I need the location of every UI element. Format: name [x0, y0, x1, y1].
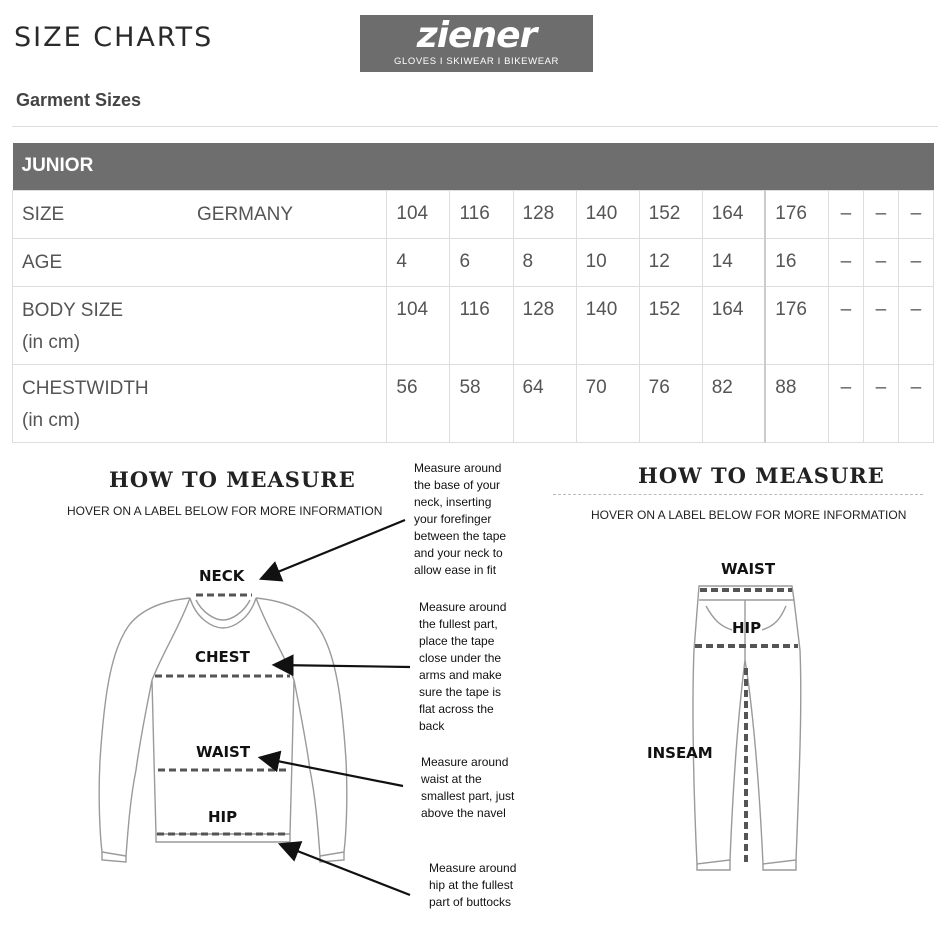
note-chest	[419, 599, 506, 735]
label-pants-inseam[interactable]: INSEAM	[647, 744, 713, 762]
table-cell: 152	[639, 190, 702, 238]
note-line: between the tape	[414, 529, 507, 543]
table-cell: 128	[513, 286, 576, 364]
note-line: neck, inserting	[414, 495, 492, 509]
table-cell: 152	[639, 286, 702, 364]
row-label: SIZE	[22, 203, 65, 225]
table-cell: –	[863, 190, 898, 238]
note-line: and your neck to	[414, 546, 503, 560]
row-sublabel-unit: (in cm)	[22, 409, 81, 431]
table-cell: 88	[765, 364, 828, 442]
note-line: the base of your	[414, 478, 501, 492]
note-line: flat across the	[419, 702, 494, 716]
table-cell: 116	[450, 190, 513, 238]
label-pants-waist[interactable]: WAIST	[721, 560, 776, 578]
note-neck	[414, 460, 506, 579]
table-cell: 140	[576, 286, 639, 364]
row-sublabel-unit: (in cm)	[22, 331, 81, 353]
note-line: Measure around	[414, 461, 502, 475]
table-cell: 104	[387, 190, 450, 238]
note-line: the fullest part,	[419, 617, 498, 631]
table-cell: –	[898, 286, 933, 364]
note-line: waist at the	[421, 772, 482, 786]
table-cell: –	[828, 190, 863, 238]
table-cell: 4	[387, 238, 450, 286]
table-cell: 70	[576, 364, 639, 442]
table-cell: 8	[513, 238, 576, 286]
note-line: sure the tape is	[419, 685, 502, 699]
table-cell: 82	[702, 364, 765, 442]
note-line: Measure around	[419, 600, 507, 614]
label-neck[interactable]: NECK	[199, 567, 245, 585]
note-line: arms and make	[419, 668, 502, 682]
logo-tagline: GLOVES I SKIWEAR I BIKEWEAR	[393, 56, 560, 67]
table-cell: –	[828, 238, 863, 286]
table-cell: 116	[450, 286, 513, 364]
table-cell: –	[828, 286, 863, 364]
row-label: BODY SIZE	[22, 299, 124, 321]
note-line: place the tape	[419, 634, 495, 648]
table-heading: JUNIOR	[13, 143, 934, 190]
table-cell: 16	[765, 238, 828, 286]
table-cell: 14	[702, 238, 765, 286]
table-cell: 176	[765, 190, 828, 238]
note-line: part of buttocks	[429, 895, 512, 909]
logo-wordmark: ziener	[416, 15, 537, 56]
table-cell: 6	[450, 238, 513, 286]
note-line: Measure around	[429, 861, 517, 875]
table-cell: 128	[513, 190, 576, 238]
table-cell: –	[898, 190, 933, 238]
table-cell: 10	[576, 238, 639, 286]
note-hip	[429, 860, 516, 911]
label-chest[interactable]: CHEST	[195, 648, 250, 666]
note-line: Measure around	[421, 755, 509, 769]
table-cell: 76	[639, 364, 702, 442]
table-cell: 64	[513, 364, 576, 442]
table-cell: 176	[765, 286, 828, 364]
table-cell: 58	[450, 364, 513, 442]
hover-hint-pants: HOVER ON A LABEL BELOW FOR MORE INFORMATION	[591, 508, 907, 522]
note-line: smallest part, just	[421, 789, 515, 803]
note-line: your forefinger	[414, 512, 492, 526]
table-cell: –	[863, 238, 898, 286]
label-hip[interactable]: HIP	[208, 808, 238, 826]
note-line: above the navel	[421, 806, 506, 820]
row-label: CHESTWIDTH	[22, 377, 149, 399]
table-cell: 164	[702, 286, 765, 364]
section-title: Garment Sizes	[16, 90, 142, 110]
note-line: close under the	[419, 651, 502, 665]
page-title: SIZE CHARTS	[14, 22, 214, 53]
table-cell: –	[898, 238, 933, 286]
table-cell: 140	[576, 190, 639, 238]
table-cell: –	[828, 364, 863, 442]
note-line: allow ease in fit	[414, 563, 497, 577]
table-cell: –	[898, 364, 933, 442]
table-cell: –	[863, 286, 898, 364]
table-cell: 164	[702, 190, 765, 238]
hover-hint-top: HOVER ON A LABEL BELOW FOR MORE INFORMATION	[67, 504, 383, 518]
note-waist	[421, 754, 514, 822]
measure-arrows	[262, 520, 410, 895]
table-cell: 12	[639, 238, 702, 286]
table-cell: 104	[387, 286, 450, 364]
row-label: AGE	[22, 251, 63, 273]
table-cell: –	[863, 364, 898, 442]
how-to-measure-title-top: HOW TO MEASURE	[109, 467, 356, 492]
table-cell: 56	[387, 364, 450, 442]
row-sublabel-country: GERMANY	[197, 203, 294, 225]
how-to-measure-title-pants: HOW TO MEASURE	[638, 463, 885, 488]
label-waist[interactable]: WAIST	[196, 743, 251, 761]
note-line: back	[419, 719, 445, 733]
note-line: hip at the fullest	[429, 878, 514, 892]
label-pants-hip[interactable]: HIP	[732, 619, 762, 637]
